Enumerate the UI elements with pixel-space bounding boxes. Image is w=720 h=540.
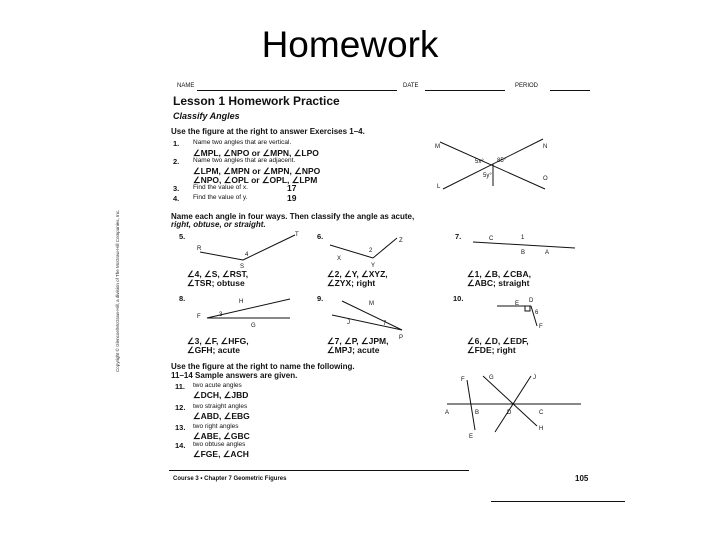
lesson-title: Lesson 1 Homework Practice bbox=[173, 94, 340, 108]
fig2-label-g: G bbox=[489, 375, 494, 381]
instruction-2b: right, obtuse, or straight. bbox=[171, 220, 266, 229]
ex7-label-1: 1 bbox=[521, 235, 525, 241]
fig2-label-d: D bbox=[507, 410, 512, 416]
instruction-1: Use the figure at the right to answer Exercises 1–4. bbox=[171, 127, 365, 136]
fig2-label-f: F bbox=[461, 377, 465, 383]
instruction-3: Use the figure at the right to name the following. bbox=[171, 362, 355, 371]
exercise-7-number: 7. bbox=[455, 232, 462, 241]
ex8-label-g: G bbox=[251, 323, 256, 329]
fig2-label-e: E bbox=[469, 434, 474, 440]
item-13-question: two right angles bbox=[193, 423, 239, 430]
fig1-label-n: N bbox=[543, 144, 548, 150]
ex7-label-c: C bbox=[489, 236, 494, 242]
fig1-label-m: M bbox=[435, 144, 440, 150]
item-1-answer: ∠MPL, ∠NPO or ∠MPN, ∠LPO bbox=[193, 148, 319, 158]
fig2-label-j: J bbox=[533, 375, 536, 381]
instruction-2: Name each angle in four ways. Then classify the angle as acute, bbox=[171, 212, 415, 221]
name-label: NAME bbox=[177, 83, 195, 89]
item-11-number: 11. bbox=[175, 382, 186, 391]
item-2-number: 2. bbox=[173, 157, 180, 166]
ex10-label-d: D bbox=[529, 298, 534, 304]
item-13-number: 13. bbox=[175, 423, 186, 432]
date-label: DATE bbox=[403, 83, 419, 89]
item-2-answer: ∠LPM, ∠MPN or ∠MPN, ∠NPO bbox=[193, 166, 321, 176]
ex9-ray-pj bbox=[332, 315, 402, 330]
ex9-label-7: 7 bbox=[383, 321, 387, 327]
ex8-label-3: 3 bbox=[219, 312, 223, 318]
footer-line-left bbox=[169, 470, 469, 471]
item-2-answer-b: ∠NPO, ∠OPL or ∠OPL, ∠LPM bbox=[193, 175, 318, 185]
exercise-10-figure bbox=[495, 294, 565, 334]
fig2-label-a: A bbox=[445, 410, 450, 416]
ex9-label-j: J bbox=[347, 320, 350, 326]
fig1-label-o: O bbox=[543, 176, 548, 182]
ex5-ray-sr bbox=[200, 252, 243, 260]
item-14-answer: ∠FGE, ∠ACH bbox=[193, 449, 249, 459]
item-3-number: 3. bbox=[173, 184, 180, 193]
ex10-right-angle-mark bbox=[525, 306, 530, 311]
fig1-angle-5y: 5y° bbox=[483, 173, 492, 179]
fig2-label-h: H bbox=[539, 426, 544, 432]
ex8-label-f: F bbox=[197, 314, 201, 320]
figure-vertical-angles bbox=[435, 134, 555, 194]
exercise-7-answer-2: ∠ABC; straight bbox=[467, 278, 530, 288]
item-4-question: Find the value of y. bbox=[193, 194, 248, 201]
date-line bbox=[425, 90, 505, 91]
side-copyright: Copyright © Glencoe/McGraw-Hill, a division of The McGraw-Hill Companies, Inc. bbox=[115, 209, 120, 372]
ex5-label-4: 4 bbox=[245, 252, 249, 258]
exercise-5-figure bbox=[195, 230, 305, 270]
item-3-question: Find the value of x. bbox=[193, 184, 248, 191]
ex6-label-z: Z bbox=[399, 238, 403, 244]
item-14-question: two obtuse angles bbox=[193, 441, 246, 448]
ex7-label-b: B bbox=[521, 250, 526, 256]
item-12-question: two straight angles bbox=[193, 403, 248, 410]
exercise-9-number: 9. bbox=[317, 294, 324, 303]
ex5-label-s: S bbox=[240, 264, 245, 270]
ex6-ray-yz bbox=[373, 238, 397, 258]
exercise-6-answer-1: ∠2, ∠Y, ∠XYZ, bbox=[327, 269, 388, 279]
exercise-6-answer-2: ∠ZYX; right bbox=[327, 278, 376, 288]
ex5-label-r: R bbox=[197, 246, 202, 252]
item-4-number: 4. bbox=[173, 194, 180, 203]
ex10-label-6: 6 bbox=[535, 310, 539, 316]
ex8-label-h: H bbox=[239, 299, 244, 305]
ex5-ray-st bbox=[243, 235, 295, 260]
exercise-10-number: 10. bbox=[453, 294, 464, 303]
exercise-8-answer-1: ∠3, ∠F, ∠HFG, bbox=[187, 336, 249, 346]
period-label: PERIOD bbox=[515, 83, 539, 89]
footer-page: 105 bbox=[575, 474, 589, 483]
item-14-number: 14. bbox=[175, 441, 186, 450]
exercise-7-figure bbox=[471, 230, 581, 260]
item-11-question: two acute angles bbox=[193, 382, 242, 389]
exercise-6-figure bbox=[325, 230, 425, 270]
exercise-9-answer-2: ∠MPJ; acute bbox=[327, 345, 380, 355]
figure-intersecting-lines bbox=[445, 370, 585, 440]
instruction-3b: 11–14 Sample answers are given. bbox=[171, 371, 298, 380]
lesson-subtitle: Classify Angles bbox=[173, 111, 240, 121]
item-3-answer: 17 bbox=[287, 183, 297, 193]
exercise-7-answer-1: ∠1, ∠B, ∠CBA, bbox=[467, 269, 531, 279]
footer-line-right bbox=[491, 501, 625, 502]
exercise-5-number: 5. bbox=[179, 232, 186, 241]
ex6-label-y: Y bbox=[371, 263, 376, 269]
slide-title: Homework bbox=[261, 24, 439, 65]
fig2-label-b: B bbox=[475, 410, 480, 416]
exercise-8-number: 8. bbox=[179, 294, 186, 303]
exercise-9-answer-1: ∠7, ∠P, ∠JPM, bbox=[327, 336, 389, 346]
ex10-label-e: E bbox=[515, 301, 520, 307]
exercise-6-number: 6. bbox=[317, 232, 324, 241]
fig2-label-c: C bbox=[539, 410, 544, 416]
fig2-line-gh bbox=[483, 376, 537, 426]
item-12-answer: ∠ABD, ∠EBG bbox=[193, 411, 250, 421]
ex5-label-t: T bbox=[295, 232, 299, 238]
item-13-answer: ∠ABE, ∠GBC bbox=[193, 431, 250, 441]
exercise-8-answer-2: ∠GFH; acute bbox=[187, 345, 240, 355]
period-line bbox=[550, 90, 590, 91]
item-11-answer: ∠DCH, ∠JBD bbox=[193, 390, 249, 400]
exercise-10-answer-2: ∠FDE; right bbox=[467, 345, 516, 355]
fig1-label-l: L bbox=[437, 184, 441, 190]
exercise-5-answer-1: ∠4, ∠S, ∠RST, bbox=[187, 269, 249, 279]
exercise-10-answer-1: ∠6, ∠D, ∠EDF, bbox=[467, 336, 529, 346]
fig2-line-fe bbox=[467, 380, 475, 430]
item-2-question: Name two angles that are adjacent. bbox=[193, 157, 296, 164]
ex10-label-f: F bbox=[539, 324, 543, 330]
exercise-5-answer-2: ∠TSR; obtuse bbox=[187, 278, 245, 288]
ex6-label-x: X bbox=[337, 256, 342, 262]
item-4-answer: 19 bbox=[287, 193, 297, 203]
fig1-angle-5x: 5x° bbox=[475, 159, 484, 165]
worksheet-scan bbox=[115, 72, 625, 504]
name-line bbox=[197, 90, 397, 91]
ex7-line-cba bbox=[473, 242, 575, 248]
item-1-number: 1. bbox=[173, 139, 180, 148]
ex10-ray-df bbox=[531, 306, 537, 326]
footer-course: Course 3 • Chapter 7 Geometric Figures bbox=[173, 476, 287, 482]
exercise-8-figure bbox=[195, 294, 295, 334]
ex9-label-m: M bbox=[369, 301, 374, 307]
item-1-question: Name two angles that are vertical. bbox=[193, 139, 292, 146]
ex9-label-p: P bbox=[399, 335, 404, 341]
ex7-label-a: A bbox=[545, 250, 550, 256]
ex6-label-2: 2 bbox=[369, 248, 373, 254]
item-12-number: 12. bbox=[175, 403, 186, 412]
fig1-angle-85: 85° bbox=[497, 158, 507, 164]
